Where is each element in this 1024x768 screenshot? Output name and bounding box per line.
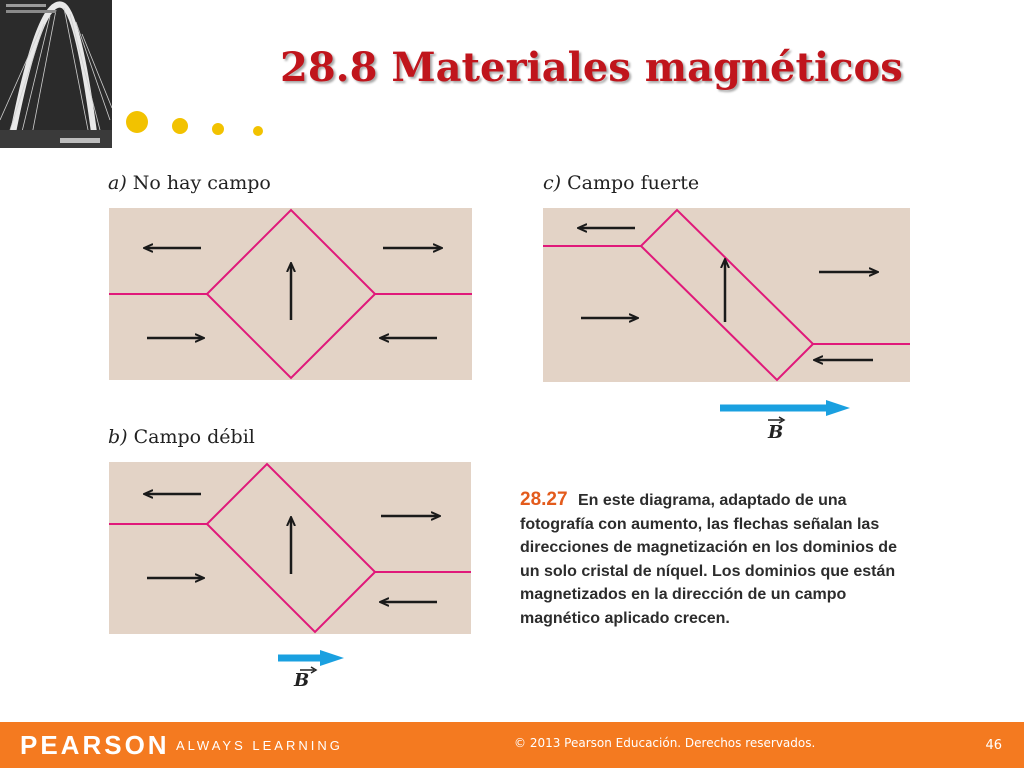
field-symbol-strong: B <box>768 422 784 443</box>
panel-a-label <box>108 172 271 194</box>
footer-tagline: ALWAYS LEARNING <box>176 738 343 753</box>
panel-b-diagram <box>109 462 471 634</box>
copyright-notice: © 2013 Pearson Educación. Derechos reservados. <box>514 736 816 750</box>
domain-walls <box>543 210 910 380</box>
panel-b-letter: b) <box>108 426 128 448</box>
field-symbol-weak: B <box>294 670 310 691</box>
panel-a-title: No hay campo <box>132 172 271 194</box>
bridge-illustration <box>0 0 112 148</box>
panel-a-diagram <box>109 208 472 380</box>
panel-b-label <box>108 426 255 448</box>
figure-caption <box>520 488 910 630</box>
panel-b-title: Campo débil <box>133 426 255 448</box>
panel-c-title: Campo fuerte <box>567 172 700 194</box>
panel-c-letter: c) <box>543 172 562 194</box>
slide-title: 28.8 Materiales magnéticos <box>280 44 903 91</box>
caption-text: En este diagrama, adaptado de una fotografía con aumento, las flechas señalan las direcciones de magnetización en los dominios de un solo cristal de níquel. Los dominios que están magnetizados en la dirección de un campo magnético aplicado crecen. <box>520 492 897 627</box>
page-number: 46 <box>985 738 1002 753</box>
panel-c-diagram <box>543 208 910 382</box>
decorative-dots <box>120 104 270 140</box>
figure-number: 28.27 <box>520 489 568 510</box>
book-cover-image <box>0 0 112 148</box>
magnetic-field-arrow-weak <box>276 648 348 676</box>
panel-c-label <box>543 172 699 194</box>
magnetization-arrows <box>145 494 439 602</box>
magnetization-arrows <box>579 228 877 360</box>
footer-bar <box>0 722 1024 768</box>
pearson-logo: PEARSON <box>20 730 170 760</box>
panel-a-letter: a) <box>108 172 127 194</box>
magnetic-field-arrow-strong <box>718 398 854 446</box>
